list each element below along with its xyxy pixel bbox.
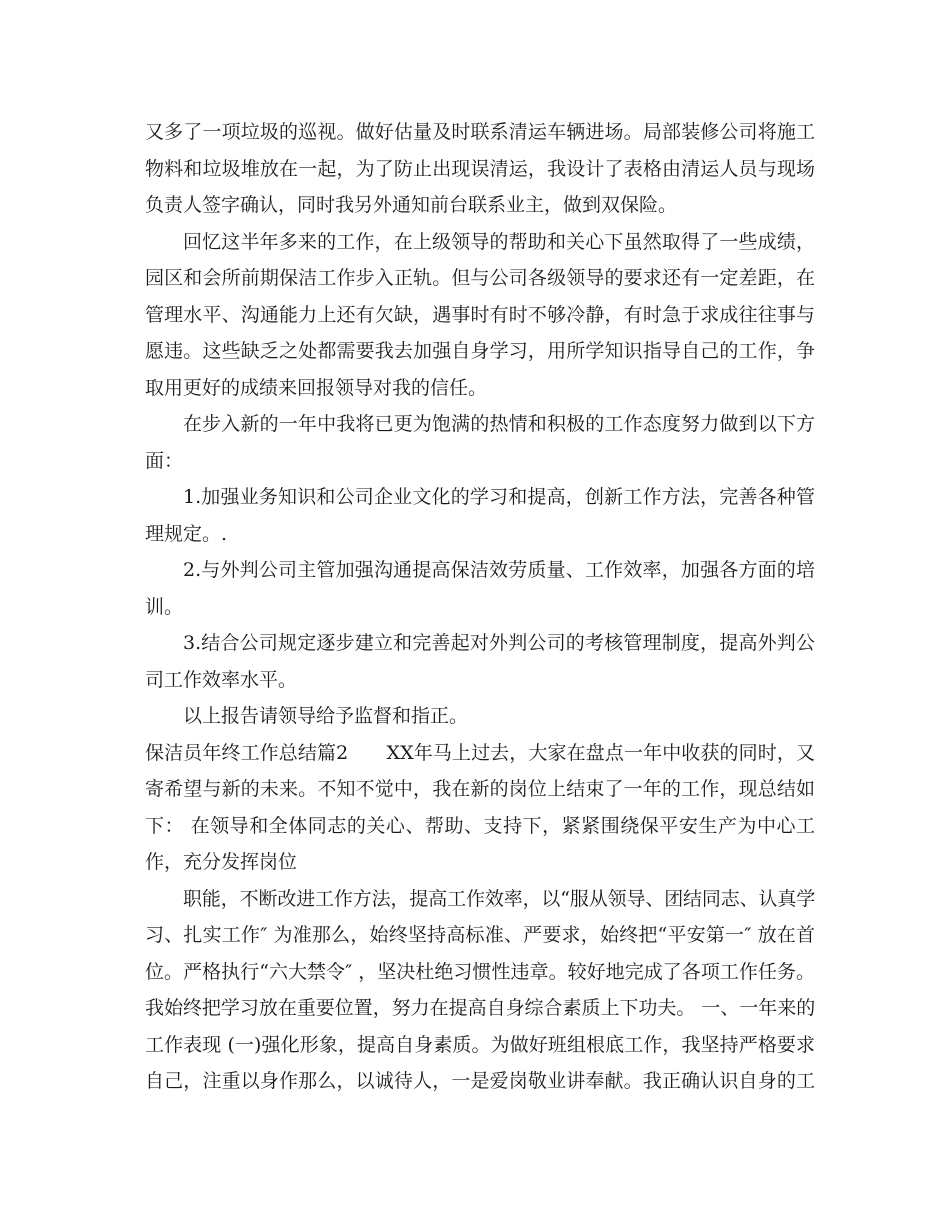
text-line: 又多了一项垃圾的巡视。做好估量及时联系清运车辆进场。局部装修公司将施工 [145, 121, 815, 143]
text-line: 2.与外判公司主管加强沟通提高保洁效劳质量、工作效率，加强各方面的培 [183, 559, 815, 581]
text-line: 取用更好的成绩来回报领导对我的信任。 [145, 376, 488, 399]
text-line: 1.加强业务知识和公司企业文化的学习和提高，创新工作方法，完善各种管 [183, 486, 815, 508]
text-line: 管理水平、沟通能力上还有欠缺，遇事时有时不够冷静，有时急于求成往往事与 [145, 303, 815, 326]
text-line: 回忆这半年多来的工作，在上级领导的帮助和关心下虽然取得了一些成绩， [183, 230, 815, 253]
text-line: 我始终把学习放在重要位置，努力在提高自身综合素质上下功夫。 一、一年来的 [145, 997, 815, 1019]
text-line: 训。 [145, 595, 184, 618]
text-line: 在步入新的一年中我将已更为饱满的热情和积极的工作态度努力做到以下方 [183, 413, 815, 435]
text-line: 负责人签字确认，同时我另外通知前台联系业主，做到双保险。 [145, 194, 678, 216]
text-line: 愿违。这些缺乏之处都需要我去加强自身学习，用所学知识指导自己的工作，争 [145, 340, 815, 362]
text-line: 下： 在领导和全体同志的关心、帮助、支持下，紧紧围绕保平安生产为中心工 [145, 814, 815, 837]
text-line: 面： [145, 449, 184, 472]
text-line: 位。严格执行“六大禁令″ ，坚决杜绝习惯性违章。较好地完成了各项工作任务。 [145, 960, 815, 983]
text-line: 司工作效率水平。 [145, 668, 298, 691]
text-line: 工作表现 (一)强化形象，提高自身素质。为做好班组根底工作，我坚持严格要求 [145, 1033, 815, 1056]
text-line: 保洁员年终工作总结篇2 XX年马上过去，大家在盘点一年中收获的同时，又 [145, 741, 815, 764]
text-line: 理规定。. [145, 522, 228, 545]
text-line: 作，充分发挥岗位 [145, 851, 298, 873]
body-text [145, 114, 815, 1100]
text-line: 寄希望与新的未来。不知不觉中，我在新的岗位上结束了一年的工作，现总结如 [145, 778, 815, 800]
text-line: 3.结合公司规定逐步建立和完善起对外判公司的考核管理制度，提高外判公 [183, 632, 815, 654]
text-line: 园区和会所前期保洁工作步入正轨。但与公司各级领导的要求还有一定差距，在 [145, 267, 815, 289]
text-line: 以上报告请领导给予监督和指正。 [183, 705, 469, 727]
text-line: 自己，注重以身作那么，以诚待人，一是爱岗敬业讲奉献。我正确认识自身的工 [145, 1070, 815, 1092]
text-line: 习、扎实工作″ 为准那么，始终坚持高标准、严要求，始终把“平安第一″ 放在首 [145, 924, 815, 946]
text-line: 职能，不断改进工作方法，提高工作效率，以“服从领导、团结同志、认真学 [183, 887, 815, 910]
text-line: 物料和垃圾堆放在一起，为了防止出现误清运，我设计了表格由清运人员与现场 [145, 157, 815, 180]
